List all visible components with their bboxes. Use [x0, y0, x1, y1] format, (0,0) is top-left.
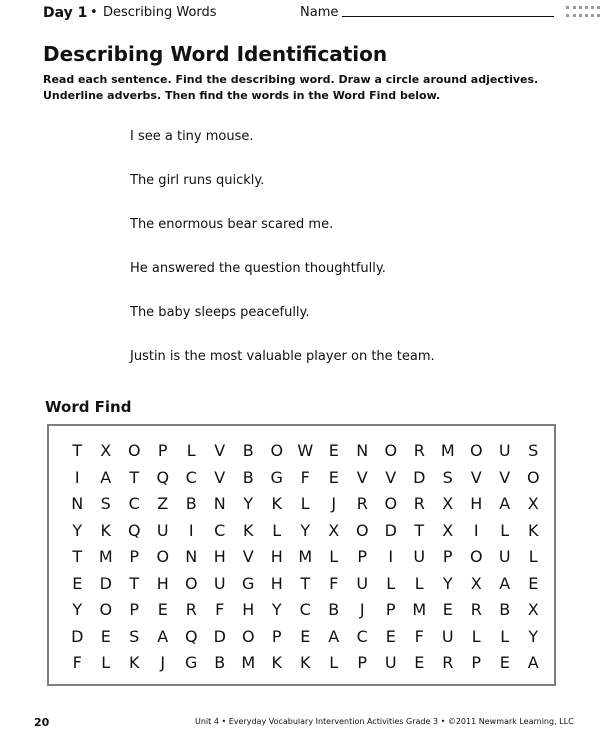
grid-letter[interactable]: S	[442, 467, 453, 487]
grid-letter[interactable]: D	[413, 467, 426, 487]
grid-letter[interactable]: L	[414, 573, 424, 593]
grid-letter[interactable]: P	[357, 653, 368, 672]
grid-letter[interactable]: K	[271, 494, 282, 513]
grid-letter[interactable]: X	[328, 520, 340, 540]
grid-letter[interactable]: L	[186, 441, 196, 460]
grid-letter[interactable]: X	[442, 494, 454, 513]
grid-letter[interactable]: B	[242, 467, 254, 487]
grid-letter[interactable]: L	[101, 653, 111, 672]
grid-letter[interactable]: P	[471, 653, 482, 672]
grid-letter[interactable]: C	[128, 494, 140, 513]
grid-letter[interactable]: K	[100, 520, 111, 540]
grid-letter[interactable]: L	[300, 494, 310, 513]
grid-letter[interactable]: B	[214, 653, 226, 672]
grid-letter[interactable]: L	[528, 547, 538, 566]
day-label: Day 1	[43, 5, 88, 21]
grid-letter[interactable]: P	[357, 547, 368, 566]
grid-letter[interactable]: O	[127, 441, 141, 460]
grid-letter[interactable]: F	[215, 600, 225, 619]
grid-letter[interactable]: A	[527, 653, 539, 672]
grid-letter[interactable]: W	[297, 441, 314, 460]
page-title: Describing Word Identification	[43, 42, 388, 66]
sentence-2[interactable]: The girl runs quickly.	[130, 173, 265, 188]
grid-letter[interactable]: H	[213, 547, 226, 566]
grid-letter[interactable]: D	[71, 626, 84, 646]
sentence-list	[130, 128, 435, 392]
sentence-5[interactable]: The baby sleeps peacefully.	[130, 305, 310, 320]
grid-letter[interactable]: L	[329, 653, 339, 672]
grid-letter[interactable]: E	[72, 573, 83, 593]
grid-letter[interactable]: O	[355, 520, 369, 540]
grid-letter[interactable]: V	[214, 467, 226, 487]
grid-letter[interactable]: A	[100, 467, 112, 487]
grid-letter[interactable]: K	[129, 653, 140, 672]
grid-letter[interactable]: Y	[72, 520, 83, 540]
grid-letter[interactable]: A	[157, 626, 169, 646]
grid-letter[interactable]: M	[241, 653, 256, 672]
grid-letter[interactable]: H	[270, 547, 283, 566]
grid-letter[interactable]: R	[356, 494, 368, 513]
grid-letter[interactable]: H	[242, 600, 255, 619]
grid-letter[interactable]: N	[185, 547, 198, 566]
grid-letter[interactable]: O	[384, 441, 398, 460]
header-bullet: •	[90, 5, 98, 20]
grid-letter[interactable]: K	[271, 653, 282, 672]
grid-letter[interactable]: P	[157, 441, 168, 460]
grid-letter[interactable]: E	[385, 626, 396, 646]
grid-letter[interactable]: R	[442, 653, 454, 672]
grid-letter[interactable]: O	[241, 626, 255, 646]
grid-letter[interactable]: Y	[243, 494, 254, 513]
grid-letter[interactable]: I	[188, 520, 194, 540]
sentence-1[interactable]: I see a tiny mouse.	[130, 129, 254, 144]
grid-letter[interactable]: X	[100, 441, 112, 460]
grid-letter[interactable]: B	[242, 441, 254, 460]
grid-letter[interactable]: U	[384, 653, 397, 672]
grid-letter[interactable]: D	[213, 626, 226, 646]
grid-letter[interactable]: P	[271, 626, 282, 646]
grid-letter[interactable]: U	[498, 441, 511, 460]
grid-letter[interactable]: G	[242, 573, 255, 593]
grid-letter[interactable]: B	[185, 494, 197, 513]
grid-letter[interactable]: K	[528, 520, 539, 540]
grid-letter[interactable]: E	[300, 626, 311, 646]
grid-letter[interactable]: D	[384, 520, 397, 540]
grid-letter[interactable]: T	[129, 467, 140, 487]
grid-letter[interactable]: X	[527, 600, 539, 619]
grid-letter[interactable]: J	[359, 600, 365, 619]
grid-letter[interactable]: T	[72, 547, 83, 566]
grid-letter[interactable]: X	[470, 573, 482, 593]
grid-letter[interactable]: U	[441, 626, 454, 646]
grid-letter[interactable]: G	[185, 653, 198, 672]
grid-letter[interactable]: S	[528, 441, 539, 460]
grid-letter[interactable]: P	[385, 600, 396, 619]
grid-letter[interactable]: F	[300, 467, 310, 487]
grid-letter[interactable]: E	[528, 573, 539, 593]
topic-label: Describing Words	[103, 5, 217, 20]
grid-letter[interactable]: Y	[528, 626, 539, 646]
grid-letter[interactable]: R	[413, 441, 425, 460]
grid-letter[interactable]: Q	[156, 467, 170, 487]
grid-letter[interactable]: A	[328, 626, 340, 646]
grid-letter[interactable]: K	[243, 520, 254, 540]
grid-letter[interactable]: O	[526, 467, 540, 487]
grid-letter[interactable]: O	[469, 547, 483, 566]
grid-letter[interactable]: T	[300, 573, 311, 593]
grid-letter[interactable]: O	[469, 441, 483, 460]
grid-letter[interactable]: E	[100, 626, 111, 646]
grid-letter[interactable]: R	[413, 494, 425, 513]
grid-letter[interactable]: D	[99, 573, 112, 593]
grid-letter[interactable]: R	[185, 600, 197, 619]
grid-letter[interactable]: I	[74, 467, 80, 487]
grid-letter[interactable]: I	[388, 547, 394, 566]
grid-letter[interactable]: E	[442, 600, 453, 619]
grid-letter[interactable]: X	[442, 520, 454, 540]
grid-letter[interactable]: N	[356, 441, 369, 460]
grid-letter[interactable]: C	[214, 520, 226, 540]
grid-letter[interactable]: U	[156, 520, 169, 540]
grid-letter[interactable]: E	[157, 600, 168, 619]
grid-letter[interactable]: Q	[184, 626, 198, 646]
grid-letter[interactable]: Y	[300, 520, 311, 540]
sentence-4[interactable]: He answered the question thoughtfully.	[130, 261, 386, 276]
sentence-3[interactable]: The enormous bear scared me.	[130, 217, 334, 232]
grid-letter[interactable]: C	[185, 467, 197, 487]
grid-letter[interactable]: O	[156, 547, 170, 566]
grid-letter[interactable]: J	[331, 494, 337, 513]
grid-letter[interactable]: U	[213, 573, 226, 593]
grid-letter[interactable]: V	[499, 467, 511, 487]
grid-letter[interactable]: B	[328, 600, 340, 619]
grid-letter[interactable]: P	[442, 547, 453, 566]
grid-letter[interactable]: O	[270, 441, 284, 460]
grid-letter[interactable]: G	[270, 467, 283, 487]
grid-letter[interactable]: V	[242, 547, 254, 566]
grid-letter[interactable]: E	[328, 441, 339, 460]
page-number: 20	[34, 716, 50, 729]
grid-letter[interactable]: X	[527, 494, 539, 513]
sentence-6[interactable]: Justin is the most valuable player on the team.	[130, 349, 435, 364]
footer-credit: Unit 4 • Everyday Vocabulary Intervention Activities Grade 3 • ©2011 Newmark Learning, LLC	[195, 717, 574, 726]
grid-letter[interactable]: M	[440, 441, 455, 460]
grid-letter[interactable]: K	[300, 653, 311, 672]
grid-letter[interactable]: Y	[442, 573, 453, 593]
word-find-title: Word Find	[45, 398, 132, 416]
grid-letter[interactable]: Q	[127, 520, 141, 540]
grid-letter[interactable]: T	[129, 573, 140, 593]
name-label: Name	[300, 5, 339, 20]
grid-letter[interactable]: M	[98, 547, 113, 566]
grid-letter[interactable]: L	[500, 626, 510, 646]
grid-letter[interactable]: Y	[72, 600, 83, 619]
grid-letter[interactable]: P	[129, 600, 140, 619]
grid-letter[interactable]: C	[356, 626, 368, 646]
grid-letter[interactable]: F	[414, 626, 424, 646]
grid-letter[interactable]: H	[470, 494, 483, 513]
grid-letter[interactable]: H	[156, 573, 169, 593]
grid-letter[interactable]: L	[471, 626, 481, 646]
grid-letter[interactable]: O	[384, 494, 398, 513]
grid-letter[interactable]: V	[356, 467, 368, 487]
grid-letter[interactable]: B	[499, 600, 511, 619]
grid-letter[interactable]: A	[499, 573, 511, 593]
grid-letter[interactable]: V	[385, 467, 397, 487]
grid-letter[interactable]: O	[184, 573, 198, 593]
grid-letter[interactable]: Y	[271, 600, 282, 619]
grid-letter[interactable]: E	[499, 653, 510, 672]
grid-letter[interactable]: J	[160, 653, 166, 672]
grid-letter[interactable]: N	[71, 494, 84, 513]
grid-letter[interactable]: O	[99, 600, 113, 619]
grid-letter[interactable]: L	[272, 520, 282, 540]
page-header	[0, 0, 600, 28]
grid-letter[interactable]: L	[329, 547, 339, 566]
grid-letter[interactable]: M	[298, 547, 313, 566]
grid-letter[interactable]: U	[356, 573, 369, 593]
grid-letter[interactable]: T	[72, 441, 83, 460]
grid-letter[interactable]: V	[470, 467, 482, 487]
word-find-grid	[63, 438, 548, 677]
grid-letter[interactable]: S	[100, 494, 111, 513]
grid-letter[interactable]: P	[129, 547, 140, 566]
grid-letter[interactable]: U	[413, 547, 426, 566]
instructions: Read each sentence. Find the describing word. Draw a circle around adjectives. Underline adverbs. Then find the words in the Word Find below.	[43, 73, 539, 102]
grid-letter[interactable]: S	[129, 626, 140, 646]
grid-letter[interactable]: A	[499, 494, 511, 513]
grid-letter[interactable]: R	[470, 600, 482, 619]
word-find-box	[47, 424, 556, 686]
grid-letter[interactable]: L	[386, 573, 396, 593]
grid-letter[interactable]: E	[414, 653, 425, 672]
grid-letter[interactable]: V	[214, 441, 226, 460]
grid-letter[interactable]: E	[328, 467, 339, 487]
grid-letter[interactable]: T	[414, 520, 425, 540]
grid-letter[interactable]: M	[412, 600, 427, 619]
decorative-dots	[566, 6, 600, 24]
grid-letter[interactable]: F	[329, 573, 339, 593]
grid-letter[interactable]: N	[213, 494, 226, 513]
grid-letter[interactable]: I	[473, 520, 479, 540]
grid-letter[interactable]: Z	[157, 494, 169, 513]
grid-letter[interactable]: F	[72, 653, 82, 672]
name-field[interactable]	[342, 16, 554, 17]
grid-letter[interactable]: U	[498, 547, 511, 566]
grid-letter[interactable]: H	[270, 573, 283, 593]
grid-letter[interactable]: L	[500, 520, 510, 540]
grid-letter[interactable]: C	[299, 600, 311, 619]
